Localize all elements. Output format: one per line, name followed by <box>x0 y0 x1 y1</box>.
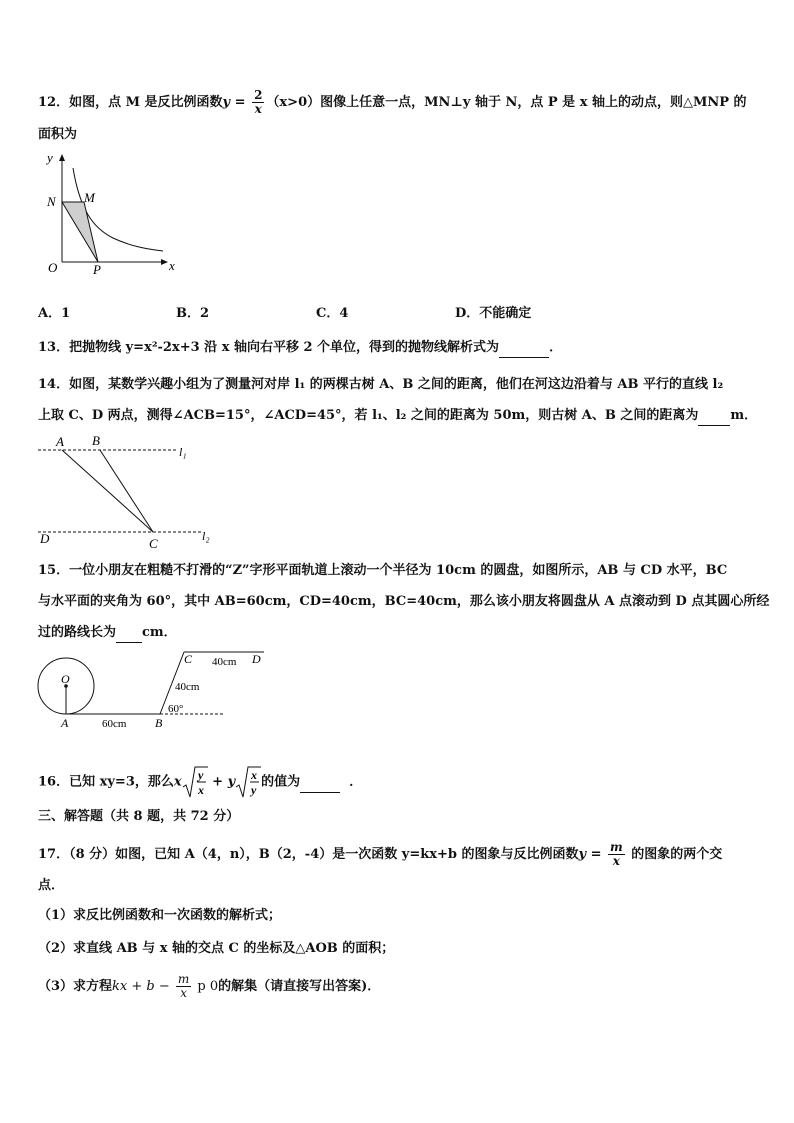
q16-line <box>38 765 362 799</box>
fig15-O-label: O <box>61 672 70 686</box>
q17-line2: 点． <box>38 878 65 893</box>
q16-x-coef: x <box>173 774 182 790</box>
q12-line2: 面积为 <box>38 127 78 142</box>
fig14-C-label: C <box>149 536 158 551</box>
q12-option-c: C．4 <box>316 306 349 321</box>
q17-fraction <box>608 841 625 868</box>
fig14-l1-label: l₁ <box>179 445 187 459</box>
fig12-P-label: P <box>93 262 101 277</box>
fig12-M-label: M <box>84 190 95 205</box>
fig12-x-label: x <box>169 258 175 273</box>
fig15-B-label: B <box>155 716 163 730</box>
fig14-l2-label: l₂ <box>202 529 210 543</box>
q15-line3 <box>38 624 177 643</box>
q15-line2: 与水平面的夹角为 60°，其中 AB=60cm，CD=40cm，BC=40cm，那么该小朋友将圆盘从 A 点滚动到 D 点其圆心所经 <box>38 594 770 609</box>
q16-frac2-num: x <box>251 768 258 782</box>
q17-frac-den: x <box>612 854 620 868</box>
q12-frac-den: x <box>254 102 262 116</box>
fig15-D-label: D <box>252 652 261 666</box>
q17-part3-frac-num: m <box>177 972 190 986</box>
q16-frac1-den: x <box>197 783 204 797</box>
fig12-O-label: O <box>48 260 58 275</box>
q15-line1: 15．一位小朋友在粗糙不打滑的“Z”字形平面轨道上滚动一个半径为 10cm 的圆盘，如图所示，AB 与 CD 水平，BC <box>38 563 728 578</box>
q17-line1 <box>38 841 722 868</box>
q17-part2: （2）求直线 AB 与 x 轴的交点 C 的坐标及△AOB 的面积； <box>38 941 395 956</box>
fig15-ab-length: 60cm <box>102 718 127 730</box>
q16-end: ． <box>349 774 363 790</box>
fig15-cd-length: 40cm <box>212 656 237 668</box>
q12-prefix: 12．如图，点 M 是反比例函数 <box>38 95 223 110</box>
q13-line <box>38 339 562 358</box>
q13-prefix: 13．把抛物线 y=x²-2x+3 沿 x 轴向右平移 2 个单位，得到的抛物线解析式为 <box>38 340 500 355</box>
q17-part3-fraction <box>176 973 191 1000</box>
q17-y: y <box>578 847 587 862</box>
q14-line1: 14．如图，某数学兴趣小组为了测量河对岸 l₁ 的两棵古树 A、B 之间的距离，他们在河这边沿着与 AB 平行的直线 l₂ <box>38 377 724 392</box>
q14-figure <box>36 432 236 552</box>
q16-blank <box>300 774 340 793</box>
q14-line2a: 上取 C、D 两点，测得∠ACB=15°，∠ACD=45°，若 l₁、l₂ 之间的距离为 50m，则古树 A、B 之间的距离为 <box>38 408 699 423</box>
q17-prefix: 17．（8 分）如图，已知 A（4，n），B（2，-4）是一次函数 y=kx+b 的图象与反比例函数 <box>38 847 579 862</box>
q12-option-d: D．不能确定 <box>455 306 532 321</box>
q14-line2 <box>38 407 757 426</box>
q15-line3a: 过的路线长为 <box>38 625 117 640</box>
q14-line2b: m． <box>730 408 758 423</box>
q16-prefix: 16．已知 xy=3，那么 <box>38 774 174 790</box>
fig12-y-label: y <box>47 150 53 165</box>
q17-part3a: （3）求方程 <box>38 979 113 994</box>
q13-suffix: ． <box>549 340 563 355</box>
q17-part3 <box>38 973 380 1000</box>
q12-cond: （x>0）图像上任意一点，MN⊥y 轴于 N，点 P 是 x 轴上的动点，则△MNP 的 <box>266 95 747 110</box>
section-3-heading: 三、解答题（共 8 题，共 72 分） <box>38 809 240 824</box>
q16-y-coef: y <box>227 774 236 790</box>
sqrt-radical-icon <box>182 765 208 799</box>
fig15-A-label: A <box>61 716 69 730</box>
fig14-D-label: D <box>40 531 50 546</box>
q15-figure <box>34 648 274 732</box>
q16-frac1-num: y <box>197 768 203 782</box>
q16-sqrt-1 <box>182 765 208 799</box>
sqrt-radical-icon <box>235 765 261 799</box>
q12-option-b: B．2 <box>176 306 210 321</box>
fig15-bc-length: 40cm <box>175 681 200 693</box>
q12-line1 <box>38 89 747 116</box>
q13-blank <box>499 339 549 358</box>
fig14-A-label: A <box>56 434 64 449</box>
fig12-N-label: N <box>47 194 56 209</box>
fig15-angle-label: 60° <box>168 703 184 715</box>
fig14-B-label: B <box>92 433 100 448</box>
q17-eq: = <box>586 847 606 862</box>
q12-figure <box>38 150 178 280</box>
q16-plus: + <box>207 774 228 790</box>
q17-suffix: 的图象的两个交 <box>631 847 723 862</box>
q12-fraction <box>252 89 264 116</box>
q16-sqrt-2 <box>235 765 261 799</box>
q17-part3-frac-den: x <box>180 986 187 1000</box>
fig15-C-label: C <box>184 652 193 666</box>
q12-y: y <box>222 95 231 110</box>
q17-part3b: 的解集（请直接写出答案)． <box>218 979 381 994</box>
q14-blank <box>698 407 730 426</box>
q15-line3b: cm． <box>142 625 177 640</box>
q17-part3-expr: kx + b − <box>112 979 174 994</box>
q16-frac2-den: y <box>251 783 257 797</box>
q17-part1: （1）求反比例函数和一次函数的解析式； <box>38 908 282 923</box>
q17-part3-lt: p 0 <box>193 979 219 994</box>
q17-frac-num: m <box>610 840 623 854</box>
q16-suffix: 的值为 <box>261 774 301 790</box>
q12-frac-num: 2 <box>254 88 263 102</box>
q12-eq: = <box>230 95 251 110</box>
q15-blank <box>116 624 142 643</box>
q12-option-a: A．1 <box>38 306 71 321</box>
